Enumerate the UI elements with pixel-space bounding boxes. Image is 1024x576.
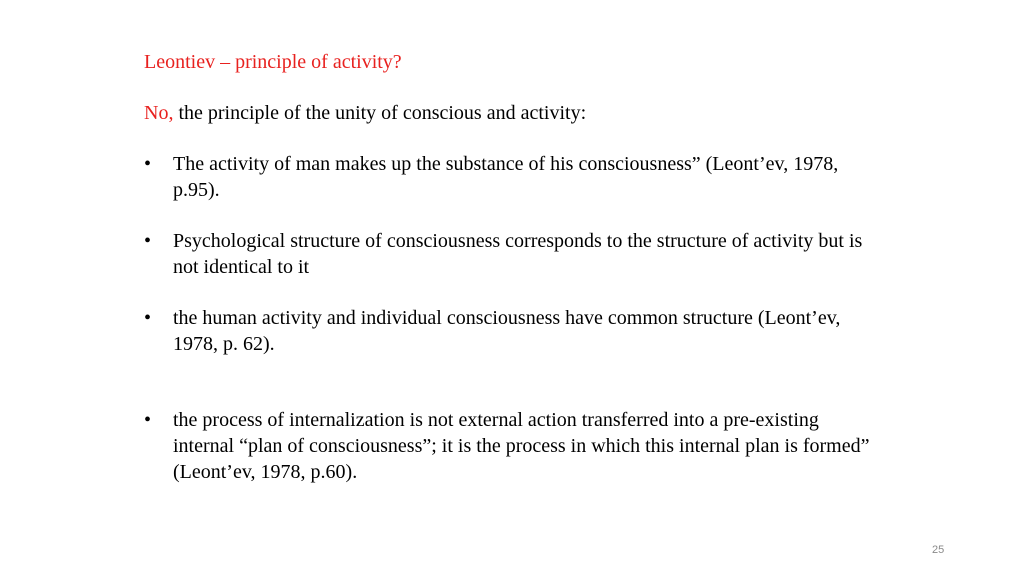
subtitle-rest: the principle of the unity of conscious and activity: [173, 102, 587, 124]
subtitle-lead: No, [144, 102, 174, 124]
bullet-text: The activity of man makes up the substance of his consciousness” (Leont’ev, 1978, p.95). [173, 153, 839, 201]
bullet-text: Psychological structure of consciousness corresponds to the structure of activity but is not identical to it [173, 230, 863, 278]
slide-subtitle [144, 100, 586, 126]
page-number: 25 [932, 544, 945, 556]
bullet-marker: • [144, 230, 152, 252]
bullet-text: the human activity and individual consciousness have common structure (Leont’ev, 1978, p. 62). [173, 307, 841, 355]
bullet-marker: • [144, 153, 152, 175]
bullet-marker: • [144, 307, 152, 329]
bullet-marker: • [144, 409, 152, 431]
slide-title: Leontiev – principle of activity? [144, 51, 402, 73]
bullet-text: the process of internalization is not external action transferred into a pre-existing internal “plan of consciousness”; it is the process in which this internal plan is formed” (Leont’ev, 1978, p.60). [173, 409, 870, 483]
